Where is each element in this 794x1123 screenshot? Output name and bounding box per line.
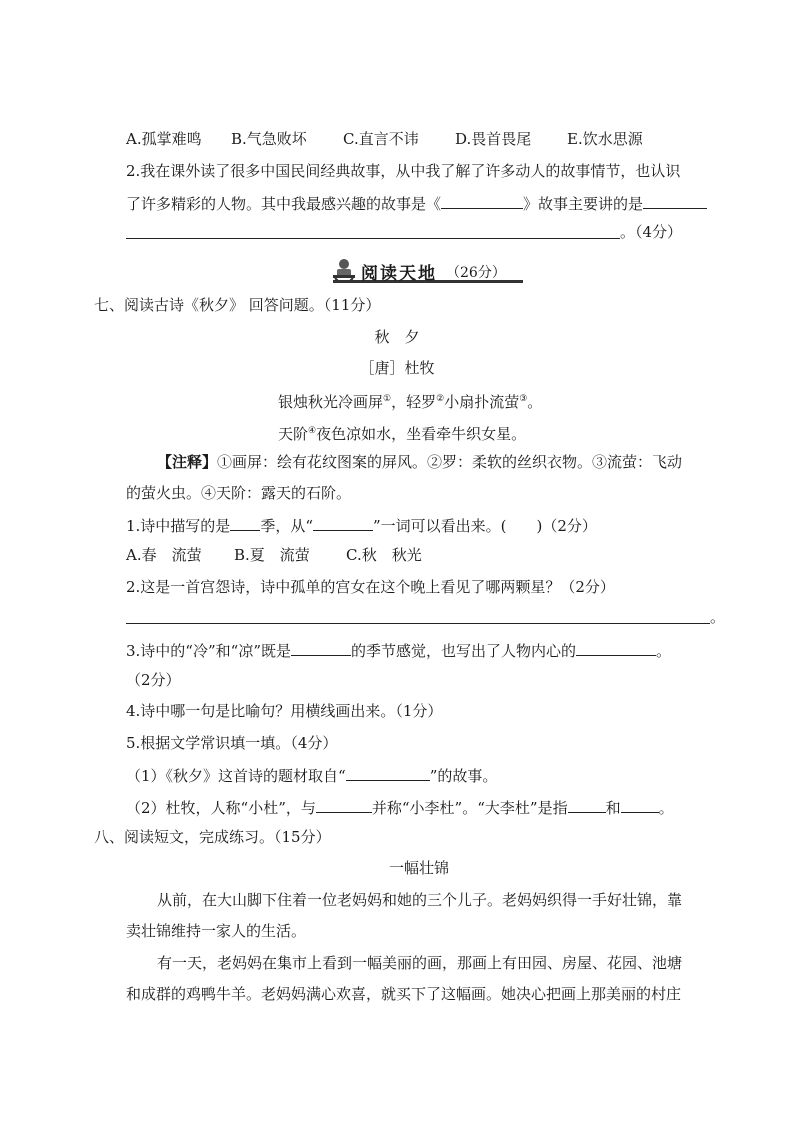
annotation-line-2: 的萤火虫。④天阶：露天的石阶。 <box>126 484 352 502</box>
poem-line-2-part-a: 天阶 <box>278 425 309 443</box>
story-name-blank[interactable] <box>441 192 523 209</box>
q5-2-text-d: 。 <box>658 799 674 817</box>
question-7-1-options <box>126 545 422 565</box>
section-banner <box>325 257 525 283</box>
question-2-line1: 2.我在课外读了很多中国民间经典故事，从中我了解了许多动人的故事情节，也认识 <box>126 162 681 180</box>
poem-author: ［唐］杜牧 <box>359 359 435 377</box>
question-7-1 <box>126 514 597 536</box>
question-7-5-1 <box>126 764 497 786</box>
passage-p1-line2: 卖壮锦维持一家人的生活。 <box>126 922 307 940</box>
poem-line-2-part-b: 夜色凉如水，坐看牵牛织女星。 <box>316 425 527 443</box>
annotation-line-1 <box>157 452 682 472</box>
passage-p1-line1: 从前，在大山脚下住着一位老妈妈和她的三个儿子。老妈妈织得一手好壮锦，靠 <box>157 891 683 909</box>
q5-1-text-b: ”的故事。 <box>429 767 498 785</box>
question-7-5-2 <box>126 796 674 818</box>
q1-text-a: 1.诗中描写的是 <box>126 517 231 535</box>
section-7-heading: 七、阅读古诗《秋夕》 回答问题。（11分） <box>94 296 381 314</box>
question-7-2: 2.这是一首宫怨诗，诗中孤单的宫女在这个晚上看见了哪两颗星？（2分） <box>126 578 615 596</box>
question-7-4: 4.诗中哪一句是比喻句？用横线画出来。（1分） <box>126 702 443 720</box>
option-c: C.直言不讳 <box>343 130 419 148</box>
question-7-3 <box>126 639 671 661</box>
q1-option-a[interactable]: A.春 流萤 <box>126 546 202 564</box>
question-2-text-a: 了许多精彩的人物。其中我最感兴趣的故事是《 <box>126 195 442 213</box>
q3-blank-1[interactable] <box>291 639 351 656</box>
note-marker-3: ③ <box>519 394 528 404</box>
q5-2-blank-2[interactable] <box>568 796 606 813</box>
q5-2-text-b: 并称“小李杜”。“大李杜”是指 <box>371 799 568 817</box>
q1-text-c: ”一词可以看出来。( )（2分） <box>372 517 597 535</box>
poem-line-1-part-d: 。 <box>527 393 543 411</box>
option-a: A.孤掌难鸣 <box>126 130 202 148</box>
section-8-heading: 八、阅读短文，完成练习。（15分） <box>94 828 331 846</box>
q2-answer-line[interactable] <box>126 623 710 624</box>
question-2-line2 <box>126 192 707 214</box>
annotation-label: 【注释】 <box>157 453 218 471</box>
question-2-text-b: 》故事主要讲的是 <box>523 195 644 213</box>
option-b: B.气急败坏 <box>231 130 307 148</box>
question-7-5: 5.根据文学常识填一填。（4分） <box>126 734 338 752</box>
q1-option-c[interactable]: C.秋 秋光 <box>346 546 422 564</box>
q3-text-b: 的季节感觉，也写出了人物内心的 <box>351 642 577 660</box>
note-marker-4: ④ <box>308 426 317 436</box>
poem-title: 秋 夕 <box>374 328 420 346</box>
option-e: E.饮水思源 <box>567 130 643 148</box>
q5-1-blank[interactable] <box>346 764 430 781</box>
answer-line[interactable] <box>126 238 620 239</box>
poem-line-1-part-b: ，轻罗 <box>391 393 437 411</box>
q3-text-c: 。 <box>656 642 672 660</box>
options-row <box>126 129 643 149</box>
word-blank[interactable] <box>313 514 373 531</box>
passage-p2-line1: 有一天，老妈妈在集市上看到一幅美丽的画，那画上有田园、房屋、花园、池塘 <box>157 954 683 972</box>
note-marker-1: ① <box>383 394 392 404</box>
q1-text-b: 季，从“ <box>260 517 313 535</box>
passage-p2-line2: 和成群的鸡鸭牛羊。老妈妈满心欢喜，就买下了这幅画。她决心把画上那美丽的村庄 <box>126 985 682 1003</box>
question-7-3-score: （2分） <box>126 671 181 689</box>
q5-1-text-a: （1）《秋夕》这首诗的题材取自“ <box>126 767 346 785</box>
q5-2-blank-3[interactable] <box>621 796 659 813</box>
story-content-blank[interactable] <box>643 192 707 209</box>
q1-option-b[interactable]: B.夏 流萤 <box>234 546 310 564</box>
poem-line-1-part-c: 小扇扑流萤 <box>444 393 520 411</box>
q5-2-text-a: （2）杜牧，人称“小杜”，与 <box>126 799 316 817</box>
q5-2-text-c: 和 <box>605 799 621 817</box>
question-2-score: 。（4分） <box>620 223 683 241</box>
note-marker-2: ② <box>436 394 445 404</box>
season-blank[interactable] <box>230 514 260 531</box>
annotation-text-1: ①画屏：绘有花纹图案的屏风。②罗：柔软的丝织衣物。③流萤：飞动 <box>217 453 683 471</box>
q3-text-a: 3.诗中的“冷”和“凉”既是 <box>126 642 291 660</box>
poem-line-2 <box>278 421 526 444</box>
poem-line-1 <box>278 389 542 412</box>
q5-2-blank-1[interactable] <box>316 796 372 813</box>
section-title: 阅读天地 <box>361 264 437 284</box>
poem-line-1-part-a: 银烛秋光冷画屏 <box>278 393 384 411</box>
option-d: D.畏首畏尾 <box>455 130 532 148</box>
section-score: （26分） <box>446 265 506 281</box>
q2-end: 。 <box>710 608 726 626</box>
q3-blank-2[interactable] <box>576 639 656 656</box>
passage-title: 一幅壮锦 <box>389 859 450 877</box>
